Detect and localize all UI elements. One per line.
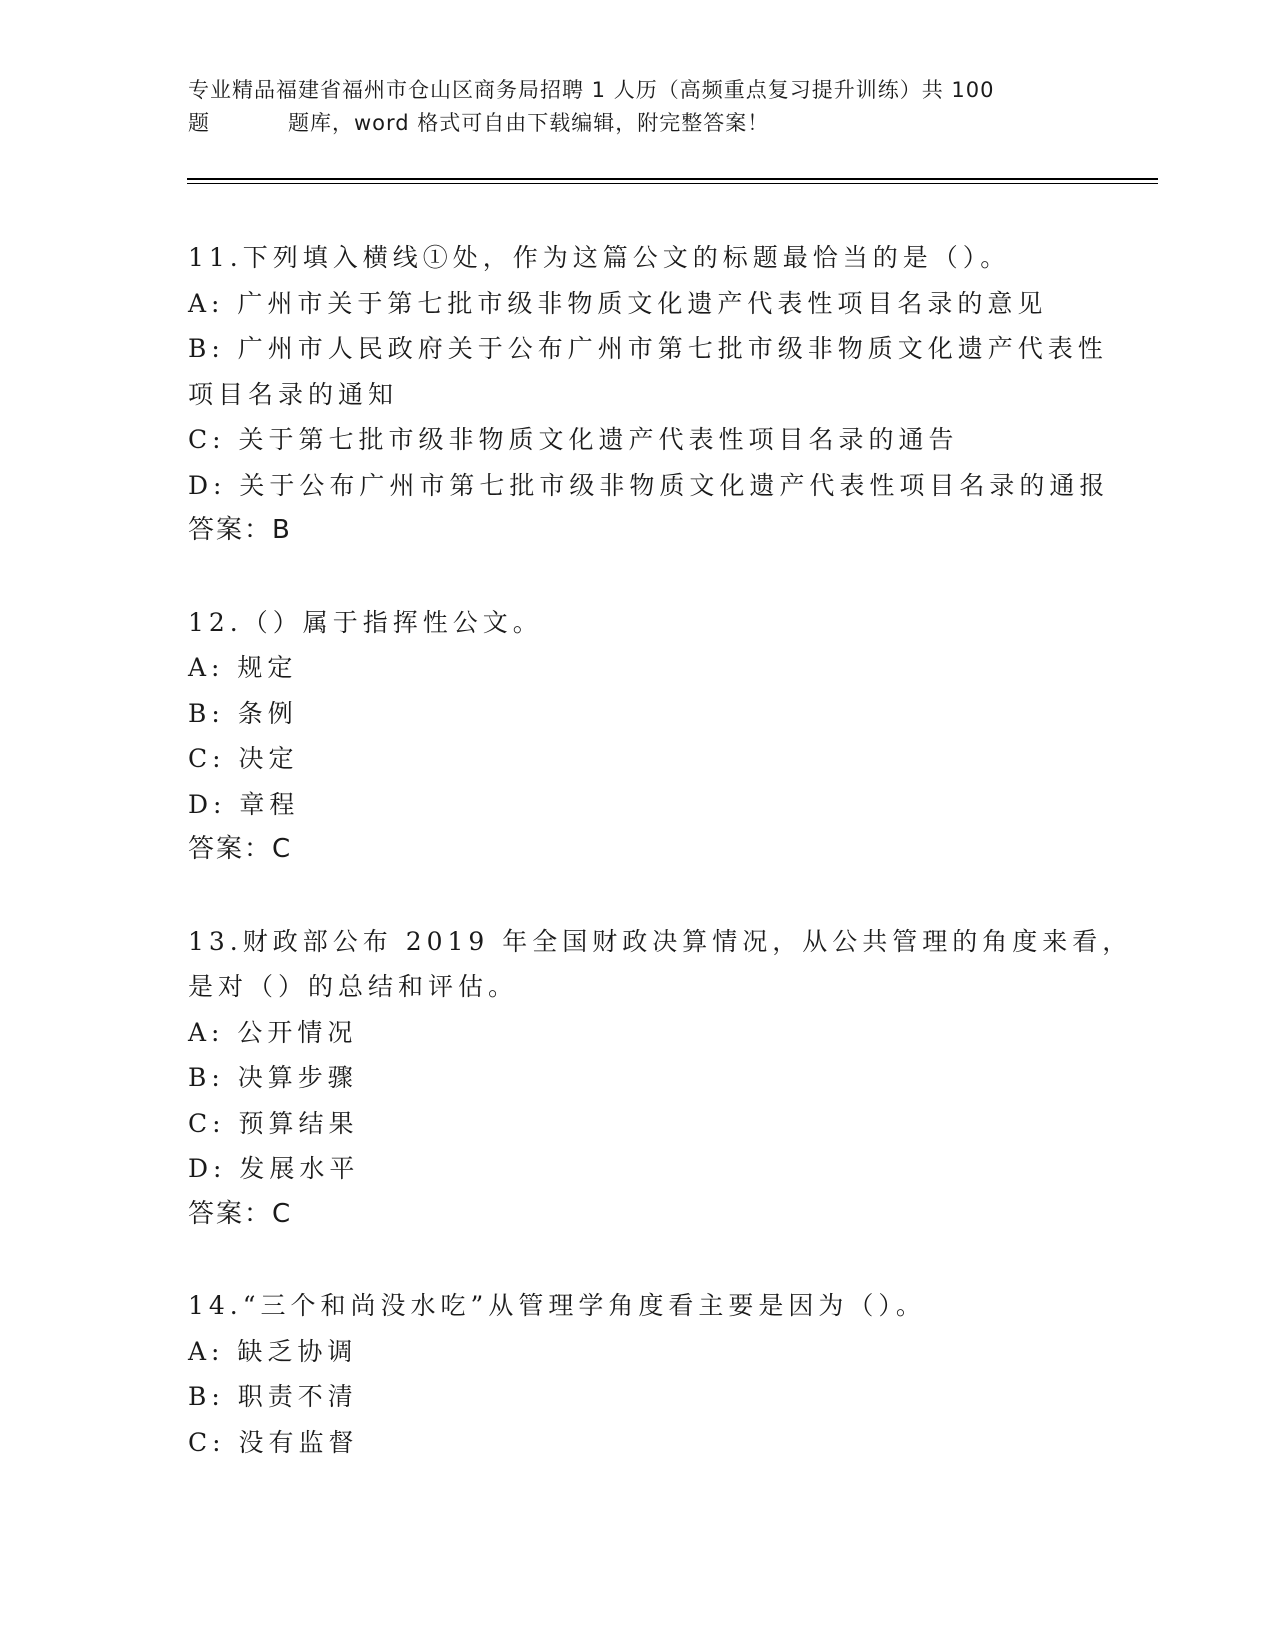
question-stem: 13.财政部公布 2019 年全国财政决算情况，从公共管理的角度来看， — [188, 926, 1133, 956]
option-d: D: 章程 — [188, 789, 300, 819]
header-title-line-2-left: 题 — [188, 111, 210, 135]
option-a: A: 规定 — [188, 653, 298, 682]
header-title-line-1: 专业精品福建省福州市仓山区商务局招聘 1 人历（高频重点复习提升训练）共 100 — [188, 78, 995, 102]
answer-line: 答案：B — [188, 515, 292, 545]
header-title-line-2 — [188, 107, 1128, 140]
option-d: D: 关于公布广州市第七批市级非物质文化遗产代表性项目名录的通报 — [188, 470, 1110, 500]
question-stem: 11.下列填入横线①处，作为这篇公文的标题最恰当的是（）。 — [188, 243, 1011, 272]
option-c: C: 关于第七批市级非物质文化遗产代表性项目名录的通告 — [188, 425, 959, 454]
option-d: D: 发展水平 — [188, 1154, 360, 1183]
question-stem: 12.（）属于指挥性公文。 — [188, 607, 543, 637]
option-b: B: 职责不清 — [188, 1382, 358, 1411]
question-stem: 14.“三个和尚没水吃”从管理学角度看主要是因为（）。 — [188, 1291, 926, 1320]
question-item — [188, 919, 1133, 1238]
option-b-continued: 项目名录的通知 — [188, 379, 399, 409]
option-b: B: 条例 — [188, 698, 298, 728]
option-b: B: 广州市人民政府关于公布广州市第七批市级非物质文化遗产代表性 — [188, 334, 1108, 363]
option-c: C: 决定 — [188, 744, 299, 773]
document-header — [188, 74, 1128, 140]
option-c: C: 预算结果 — [188, 1108, 359, 1138]
option-a: A: 缺乏协调 — [188, 1336, 358, 1366]
option-b: B: 决算步骤 — [188, 1063, 358, 1092]
option-c: C: 没有监督 — [188, 1427, 359, 1457]
answer-line: 答案：C — [188, 1198, 293, 1229]
answer-line: 答案：C — [188, 834, 293, 864]
question-item — [188, 600, 1088, 873]
option-a: A: 广州市关于第七批市级非物质文化遗产代表性项目名录的意见 — [188, 288, 1048, 318]
question-stem-continued: 是对（）的总结和评估。 — [188, 972, 519, 1001]
header-divider-thin — [187, 183, 1158, 184]
question-item — [188, 235, 1110, 554]
header-divider-thick — [187, 178, 1158, 180]
option-a: A: 公开情况 — [188, 1017, 358, 1047]
question-list — [188, 235, 1133, 1465]
header-title-line-2-right: 题库，word 格式可自由下载编辑，附完整答案！ — [288, 111, 770, 135]
question-item — [188, 1283, 1088, 1465]
